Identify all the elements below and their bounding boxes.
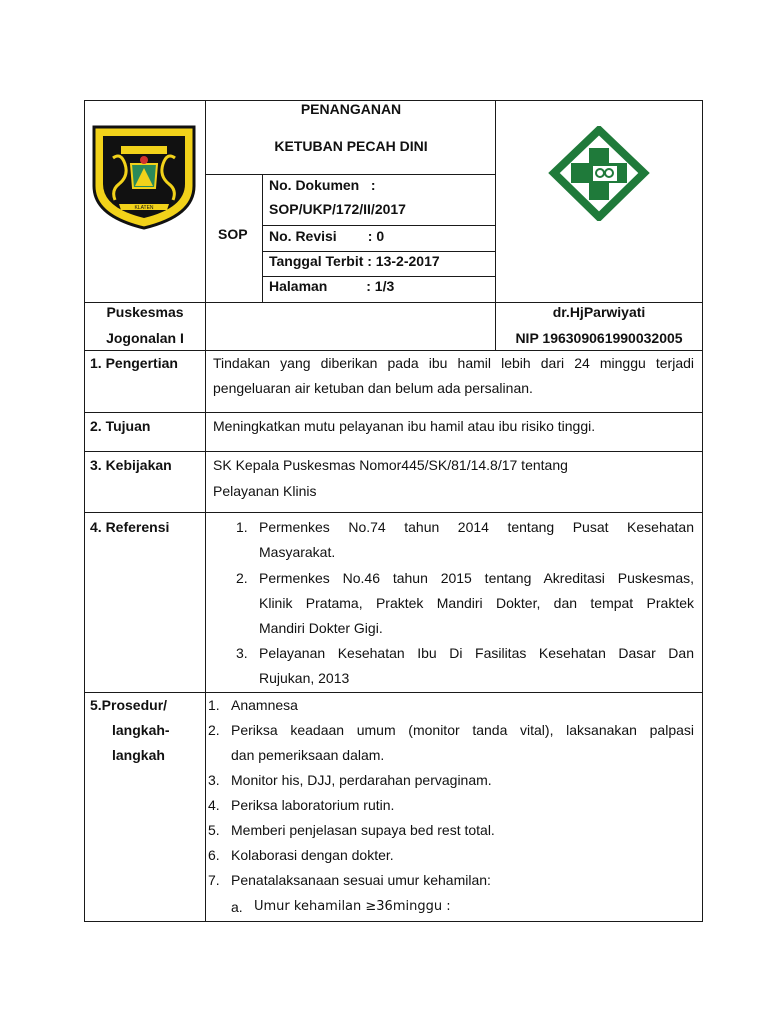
divider [262, 276, 496, 277]
issue-date: Tanggal Terbit : 13-2-2017 [269, 253, 440, 269]
section-label-pengertian: 1. Pengertian [90, 355, 178, 371]
step-number: 3. [208, 772, 220, 788]
section-label-prosedur: 5.Prosedur/ [90, 697, 168, 713]
divider [84, 302, 703, 303]
table-border-bottom [84, 921, 703, 922]
divider [84, 350, 703, 351]
section-label-kebijakan: 3. Kebijakan [90, 457, 172, 473]
referensi-item-number: 2. [236, 570, 248, 586]
svg-text:KLATEN: KLATEN [134, 205, 154, 211]
step-number: 1. [208, 697, 220, 713]
step-text: dan pemeriksaan dalam. [231, 747, 385, 763]
doc-number-label: No. Dokumen : [269, 177, 376, 193]
divider [84, 692, 703, 693]
step-number: 2. [208, 722, 220, 738]
sub-step-text: Umur kehamilan ≥36minggu : [254, 899, 451, 914]
org-name-line-2: Jogonalan I [106, 330, 184, 346]
referensi-item-number: 3. [236, 645, 248, 661]
divider [84, 451, 703, 452]
green-cross-icon [548, 126, 650, 221]
kebijakan-text-line-2: Pelayanan Klinis [213, 483, 317, 499]
divider [262, 251, 496, 252]
section-label-tujuan: 2. Tujuan [90, 418, 151, 434]
sub-step-number: a. [231, 899, 243, 915]
divider [262, 174, 263, 302]
step-number: 6. [208, 847, 220, 863]
official-nip: NIP 196309061990032005 [515, 330, 683, 346]
referensi-item-text: Permenkes No.46 tahun 2015 tentang Akreditasi Puskesmas, [259, 570, 694, 586]
step-number: 5. [208, 822, 220, 838]
step-text: Periksa laboratorium rutin. [231, 797, 395, 813]
step-text: Anamnesa [231, 697, 298, 713]
referensi-item-text: Pelayanan Kesehatan Ibu Di Fasilitas Kesehatan Dasar Dan [259, 645, 694, 661]
doc-number-value: SOP/UKP/172/II/2017 [269, 201, 406, 217]
step-text: Monitor his, DJJ, perdarahan pervaginam. [231, 772, 492, 788]
label-column-divider [205, 350, 206, 922]
referensi-item-text: Masyarakat. [259, 544, 336, 560]
step-text: Penatalaksanaan sesuai umur kehamilan: [231, 872, 491, 888]
kebijakan-text-line-1: SK Kepala Puskesmas Nomor445/SK/81/14.8/17 tentang [213, 457, 568, 473]
org-name-line-1: Puskesmas [106, 304, 184, 320]
referensi-item-number: 1. [236, 519, 248, 535]
section-label-prosedur: langkah [112, 747, 165, 763]
klaten-crest-logo [91, 124, 197, 230]
referensi-item-text: Klinik Pratama, Praktek Mandiri Dokter, dan tempat Praktek [259, 595, 694, 611]
step-number: 4. [208, 797, 220, 813]
tujuan-text: Meningkatkan mutu pelayanan ibu hamil atau ibu risiko tinggi. [213, 418, 596, 434]
referensi-item-text: Mandiri Dokter Gigi. [259, 620, 383, 636]
official-name: dr.HjParwiyati [552, 304, 646, 320]
step-text: Kolaborasi dengan dokter. [231, 847, 394, 863]
referensi-item-text: Rujukan, 2013 [259, 670, 350, 686]
page-number: Halaman : 1/3 [269, 278, 395, 294]
title-line-1: PENANGANAN [300, 101, 402, 117]
revision-number: No. Revisi : 0 [269, 228, 385, 244]
step-text: Periksa keadaan umum (monitor tanda vital), laksanakan palpasi [231, 722, 694, 738]
divider [205, 174, 496, 175]
step-number: 7. [208, 872, 220, 888]
sop-label: SOP [218, 226, 248, 242]
crest-icon [91, 124, 197, 230]
table-border-right [702, 100, 703, 922]
pengertian-text-line-1: Tindakan yang diberikan pada ibu hamil lebih dari 24 minggu terjadi [213, 355, 694, 371]
pengertian-text-line-2: pengeluaran air ketuban dan belum ada persalinan. [213, 380, 533, 396]
referensi-item-text: Permenkes No.74 tahun 2014 tentang Pusat Kesehatan [259, 519, 694, 535]
section-label-prosedur: langkah- [112, 722, 170, 738]
table-border-left [84, 100, 85, 922]
divider [84, 412, 703, 413]
step-text: Memberi penjelasan supaya bed rest total. [231, 822, 495, 838]
section-label-referensi: 4. Referensi [90, 519, 170, 535]
divider [84, 512, 703, 513]
puskesmas-logo [548, 126, 650, 221]
title-line-2: KETUBAN PECAH DINI [274, 138, 428, 154]
divider [262, 225, 496, 226]
